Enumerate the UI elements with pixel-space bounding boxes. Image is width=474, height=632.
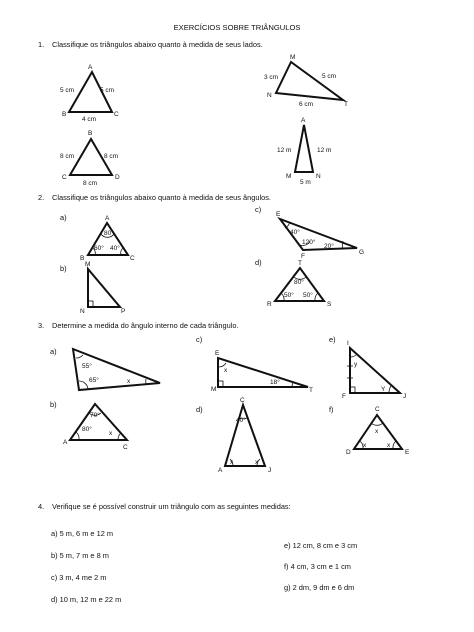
side-label: 5 cm — [60, 87, 75, 94]
vertex-label: S — [327, 301, 332, 308]
angle-label: 60° — [94, 245, 104, 252]
side-label: 8 cm — [60, 153, 75, 160]
angle-label: 55° — [82, 363, 92, 370]
angle-label: x — [387, 442, 391, 449]
q1-triangle-bcd — [60, 130, 120, 187]
item-label: d) — [196, 405, 203, 414]
vertex-label: A — [63, 439, 68, 446]
item-label: b) — [60, 264, 67, 273]
vertex-label: N — [267, 92, 272, 99]
angle-label: x — [375, 428, 379, 435]
question-number: 1. — [38, 40, 45, 49]
q3-item-d — [196, 397, 271, 474]
vertex-label: M — [211, 386, 217, 393]
angle-label: 80° — [82, 426, 92, 433]
angle-label: 70° — [90, 412, 100, 419]
vertex-label: M — [286, 173, 292, 180]
question-text: Determine a medida do ângulo interno de cada triângulo. — [52, 321, 239, 330]
q2-item-d — [255, 258, 332, 308]
vertex-label: R — [267, 301, 272, 308]
side-label: 8 cm — [104, 153, 119, 160]
side-label: 5 cm — [322, 73, 337, 80]
vertex-label: E — [276, 211, 281, 218]
vertex-label: B — [80, 255, 85, 262]
angle-label: x — [255, 459, 259, 466]
vertex-label: B — [88, 130, 93, 137]
q2-item-c — [255, 205, 364, 260]
vertex-label: C — [130, 255, 135, 262]
angle-label: x — [224, 367, 228, 374]
vertex-label: F — [301, 253, 305, 260]
vertex-label: A — [218, 467, 223, 474]
side-label: 8 cm — [83, 180, 98, 187]
option-c: c) 3 m, 4 me 2 m — [51, 573, 107, 582]
vertex-label: D — [115, 174, 120, 181]
side-label: 6 cm — [299, 101, 314, 108]
question-text: Classifique os triângulos abaixo quanto à medida de seus lados. — [52, 40, 263, 49]
vertex-label: C — [375, 406, 380, 413]
vertex-label: C — [123, 444, 128, 451]
angle-label: 40° — [236, 417, 246, 424]
vertex-label: M — [290, 54, 296, 61]
side-label: 5 m — [300, 179, 311, 186]
angle-label: 65° — [89, 377, 99, 384]
vertex-label: J — [268, 467, 272, 474]
angle-label: 40° — [110, 245, 120, 252]
vertex-label: C — [114, 111, 119, 118]
vertex-label: G — [359, 249, 365, 256]
question-text: Classifique os triângulos abaixo quanto à medida de seus ângulos. — [52, 193, 271, 202]
item-label: e) — [329, 335, 336, 344]
side-label: 5 cm — [100, 87, 115, 94]
vertex-label: C — [240, 397, 245, 404]
question-number: 3. — [38, 321, 45, 330]
angle-label: 18° — [270, 379, 280, 386]
q2-item-a — [60, 213, 135, 262]
angle-label: y — [354, 361, 358, 368]
side-label: 12 m — [317, 147, 332, 154]
option-e: e) 12 cm, 8 cm e 3 cm — [284, 541, 358, 550]
vertex-label: A — [105, 215, 110, 222]
item-label: a) — [60, 213, 67, 222]
option-g: g) 2 dm, 9 dm e 6 dm — [284, 583, 355, 592]
vertex-label: D — [346, 449, 351, 456]
angle-label: x — [230, 459, 234, 466]
angle-label: 40° — [290, 229, 300, 236]
question-number: 2. — [38, 193, 45, 202]
vertex-label: E — [215, 350, 220, 357]
side-label: 4 cm — [82, 116, 97, 123]
angle-label: 80° — [294, 279, 304, 286]
angle-label: x — [363, 442, 367, 449]
vertex-label: C — [62, 174, 67, 181]
item-label: d) — [255, 258, 262, 267]
angle-label: 120° — [302, 239, 316, 246]
option-d: d) 10 m, 12 m e 22 m — [51, 595, 122, 604]
vertex-label: P — [121, 308, 126, 315]
item-label: b) — [50, 400, 57, 409]
angle-label: 50° — [284, 292, 294, 299]
angle-label: Y — [381, 386, 386, 393]
angle-label: 20° — [324, 243, 334, 250]
vertex-label: T — [298, 260, 302, 267]
vertex-label: E — [405, 449, 410, 456]
question-text: Verifique se é possível construir um triângulo com as seguintes medidas: — [52, 502, 291, 511]
item-label: f) — [329, 405, 334, 414]
angle-label: 80° — [104, 230, 114, 237]
side-label: 12 m — [277, 147, 292, 154]
page-title: EXERCÍCIOS SOBRE TRIÂNGULOS — [173, 23, 301, 32]
q1-triangle-amn — [277, 117, 331, 186]
q1-triangle-abc — [60, 64, 119, 123]
angle-label: x — [109, 430, 113, 437]
vertex-label: B — [62, 111, 67, 118]
item-label: c) — [196, 335, 203, 344]
vertex-label: T — [309, 387, 313, 394]
angle-label: 50° — [303, 292, 313, 299]
vertex-label: M — [85, 261, 91, 268]
q3-item-a — [50, 347, 160, 390]
option-b: b) 5 m, 7 m e 8 m — [51, 551, 109, 560]
item-label: c) — [255, 205, 262, 214]
item-label: a) — [50, 347, 57, 356]
vertex-label: A — [301, 117, 306, 124]
question-number: 4. — [38, 502, 45, 511]
vertex-label: A — [88, 64, 93, 71]
vertex-label: N — [80, 308, 85, 315]
option-f: f) 4 cm, 3 cm e 1 cm — [284, 562, 351, 571]
q1-triangle-mnt — [264, 54, 348, 108]
angle-label: x — [127, 378, 131, 385]
vertex-label: F — [342, 393, 346, 400]
vertex-label: T — [344, 101, 348, 108]
vertex-label: J — [403, 393, 407, 400]
q2-item-b — [60, 261, 125, 315]
option-a: a) 5 m, 6 m e 12 m — [51, 529, 114, 538]
vertex-label: I — [347, 340, 349, 347]
vertex-label: N — [316, 173, 321, 180]
q3-item-f — [329, 405, 410, 456]
q3-item-e — [329, 335, 406, 400]
q3-item-b — [50, 400, 128, 451]
side-label: 3 cm — [264, 74, 279, 81]
q3-item-c — [196, 335, 313, 394]
